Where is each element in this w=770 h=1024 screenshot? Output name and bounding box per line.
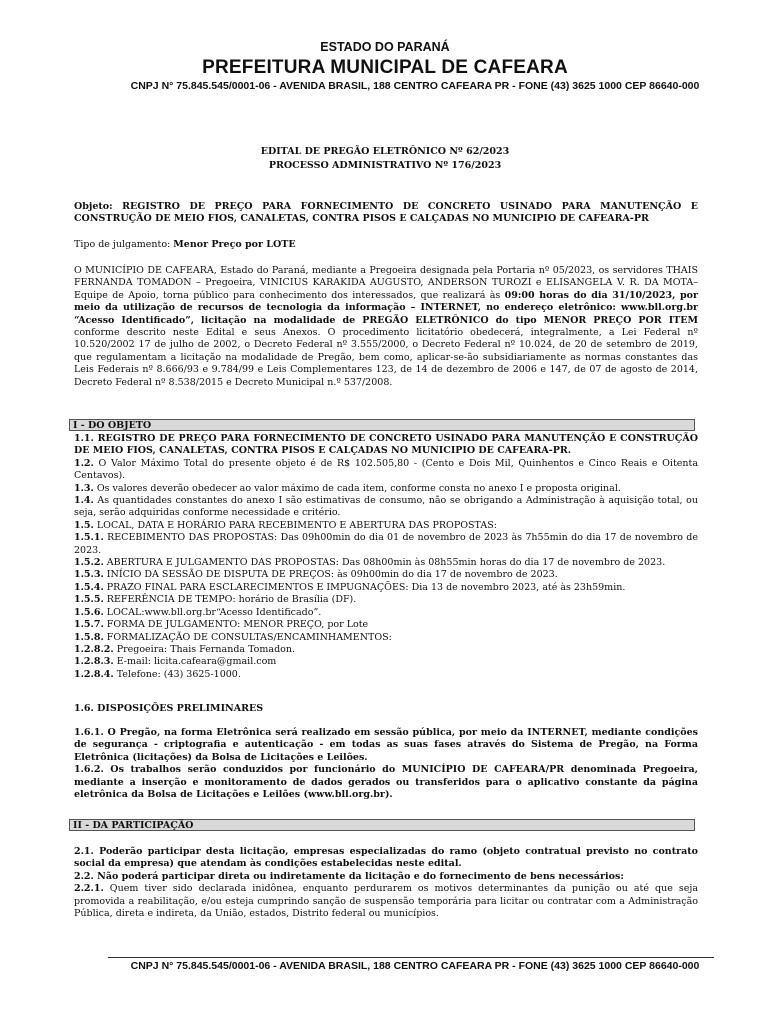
clause-1-5-8 bbox=[74, 632, 698, 644]
footer-divider bbox=[108, 957, 714, 958]
clause-1-5-5 bbox=[74, 594, 698, 606]
header-cnpj: CNPJ N° 75.845.545/0001-06 - AVENIDA BRASIL, 188 CENTRO CAFEARA PR - FONE (43) 3625 1000 CEP 86640-000 bbox=[130, 80, 700, 92]
clause-text: Quem tiver sido declarada inidônea, enquanto perdurarem os motivos determinantes da punição ou até que seja promovida a reabilitação, e/ou esteja cumprindo sanção de suspensão temporária para licitar ou contratar com a Administração Pública, direta e indireta, da União, estados, Distrito federal ou municípios. bbox=[74, 883, 698, 920]
clause-text: ABERTURA E JULGAMENTO DAS PROPOSTAS: Das 08h00min às 08h55min horas do dia 17 de novembro de 2023. bbox=[103, 557, 666, 569]
julgamento-value: Menor Preço por LOTE bbox=[173, 239, 296, 250]
clause-number: 1.5.2. bbox=[74, 557, 104, 569]
clause-number: 1.4. bbox=[74, 495, 94, 507]
clause-1-2-8-4 bbox=[74, 669, 698, 681]
section-bar-objeto: I - DO OBJETO bbox=[69, 419, 695, 431]
clause-text: LOCAL:www.bll.org.br“Acesso Identificado”. bbox=[103, 606, 322, 618]
clause-1-6-heading: 1.6. DISPOSIÇÕES PRELIMINARES bbox=[74, 703, 264, 714]
header-prefeitura: PREFEITURA MUNICIPAL DE CAFEARA bbox=[202, 57, 568, 78]
clause-number: 1.5.7. bbox=[74, 619, 104, 631]
clause-1-3 bbox=[74, 483, 698, 495]
clause-1-5-6 bbox=[74, 607, 698, 619]
processo-title: PROCESSO ADMINISTRATIVO Nº 176/2023 bbox=[268, 160, 502, 171]
clause-1-5 bbox=[74, 520, 698, 532]
clause-text: Pregoeira: Thais Fernanda Tomadon. bbox=[113, 643, 296, 655]
clause-number: 1.3. bbox=[74, 482, 94, 494]
clause-1-2 bbox=[74, 458, 698, 483]
clause-number: 1.5. bbox=[74, 519, 94, 531]
clause-text: INÍCIO DA SESSÃO DE DISPUTA DE PREÇOS: às 09h00min do dia 17 de novembro de 2023. bbox=[103, 569, 558, 581]
intro-bold-text: 09:00 horas do dia 31/10/2023, por meio da utilização de recursos de tecnologia da informação – INTERNET, no endereço eletrônico: www.bll.org.br “Acesso Identificado”, licitação na modalidade de PREGÃO ELETRÔNICO do tipo MENOR PREÇO POR ITEM bbox=[74, 289, 698, 326]
section2-content bbox=[74, 846, 698, 920]
intro-text-1: O MUNICÍPIO DE CAFEARA, Estado do Paraná, mediante a Pregoeira designada pela Portaria nº 05/2023, os servidores THAIS FERNANDA TOMADON – Pregoeira, VINICIUS KARAKIDA AUGUSTO, ANDERSON TUROZI e ELISANGELA V. R. DA MOTA– Equipe de Apoio, torna público para conhecimento dos interessados, que realizará às bbox=[74, 265, 698, 301]
edital-title: EDITAL DE PREGÃO ELETRÔNICO Nº 62/2023 bbox=[260, 146, 510, 157]
intro-text-2: conforme descrito neste Edital e seus Anexos. O procedimento licitatório obedecerá, integralmente, a Lei Federal nº 10.520/2002 17 de julho de 2002, o Decreto Federal nº 3.555/2000, o Decreto Federal nº 10.024, de 20 de setembro de 2019, que regulamentam a licitação na modalidade de Pregão, bem como, aplicar-se-ão subsidiariamente as normas constantes das Leis Federais nº 8.666/93 e 9.784/99 e Leis Complementares 123, de 14 de dezembro de 2006 e 147, de 07 de agosto de 2014, Decreto Federal nº 8.538/2015 e Decreto Municipal n.º 537/2008. bbox=[74, 327, 698, 388]
section1-content bbox=[74, 433, 698, 681]
section1-6-content bbox=[74, 727, 698, 801]
clause-1-5-1 bbox=[74, 532, 698, 557]
julgamento-label: Tipo de julgamento: bbox=[74, 239, 174, 250]
clause-1-6-1: 1.6.1. O Pregão, na forma Eletrônica será realizado em sessão pública, por meio da INTERNET, mediante condições de segurança - criptografia e autenticação - em todas as suas fases através do Sistema de Pregão, na Forma Eletrônica (licitações) da Bolsa de Licitações e Leilões. bbox=[74, 727, 698, 763]
clause-1-1: 1.1. REGISTRO DE PREÇO PARA FORNECIMENTO DE CONCRETO USINADO PARA MANUTENÇÃO E CONSTRUÇÃO DE MEIO FIOS, CANALETAS, CONTRA PISOS E CALÇADAS NO MUNICIPIO DE CAFEARA-PR. bbox=[74, 433, 698, 457]
clause-1-4 bbox=[74, 495, 698, 520]
clause-1-2-8-3 bbox=[74, 656, 698, 668]
clause-number: 1.5.1. bbox=[74, 532, 104, 544]
clause-2-1: 2.1. Poderão participar desta licitação, empresas especializadas do ramo (objeto contratual previsto no contrato social da empresa) que atendam às condições estabelecidas neste edital. bbox=[74, 846, 698, 870]
clause-number: 1.2.8.3. bbox=[74, 656, 114, 668]
clause-number: 1.2.8.4. bbox=[74, 668, 114, 680]
clause-text: LOCAL, DATA E HORÁRIO PARA RECEBIMENTO E ABERTURA DAS PROPOSTAS: bbox=[93, 519, 497, 531]
clause-text: REFERÊNCIA DE TEMPO: horário de Brasília (DF). bbox=[103, 594, 357, 606]
clause-number: 1.5.4. bbox=[74, 581, 104, 593]
clause-2-2-1 bbox=[74, 883, 698, 920]
intro-paragraph bbox=[74, 265, 698, 389]
clause-1-5-4 bbox=[74, 582, 698, 594]
clause-text: E-mail: licita.cafeara@gmail.com bbox=[113, 656, 277, 668]
clause-text: RECEBIMENTO DAS PROPOSTAS: Das 09h00min do dia 01 de novembro de 2023 às 7h55min do dia 17 de novembro de 2023. bbox=[74, 532, 698, 556]
clause-text: Os valores deverão obedecer ao valor máximo de cada item, conforme consta no anexo I e proposta original. bbox=[93, 482, 621, 494]
clause-1-5-2 bbox=[74, 557, 698, 569]
clause-2-2: 2.2. Não poderá participar direta ou indiretamente da licitação e do fornecimento de bens necessários: bbox=[74, 870, 624, 882]
julgamento-line bbox=[74, 239, 698, 251]
section-bar-participacao: II - DA PARTICIPAÇÃO bbox=[69, 819, 695, 831]
clause-text: O Valor Máximo Total do presente objeto é de R$ 102.505,80 - (Cento e Dois Mil, Quinhentos e Cinco Reais e Oitenta Centavos). bbox=[74, 457, 698, 482]
clause-text: PRAZO FINAL PARA ESCLARECIMENTOS E IMPUGNAÇÕES: Dia 13 de novembro 2023, até às 23h59min. bbox=[103, 581, 626, 593]
clause-number: 1.5.5. bbox=[74, 594, 104, 606]
clause-number: 1.5.8. bbox=[74, 631, 104, 643]
clause-text: FORMA DE JULGAMENTO: MENOR PREÇO, por Lote bbox=[103, 619, 369, 631]
clause-number: 1.5.3. bbox=[74, 569, 104, 581]
clause-1-6-2: 1.6.2. Os trabalhos serão conduzidos por funcionário do MUNICÍPIO DE CAFEARA/PR denominada Pregoeira, mediante a inserção e monitoramento de dados gerados ou transferidos para o aplicativo constante da página eletrônica da Bolsa de Licitações e Leilões (www.bll.org.br). bbox=[74, 764, 698, 801]
clause-text: FORMALIZAÇÃO DE CONSULTAS/ENCAMINHAMENTOS: bbox=[103, 631, 392, 643]
clause-number: 1.2.8.2. bbox=[74, 643, 114, 655]
clause-text: Telefone: (43) 3625-1000. bbox=[113, 668, 241, 680]
clause-number: 2.2.1. bbox=[74, 883, 104, 895]
objeto-text: Objeto: REGISTRO DE PREÇO PARA FORNECIMENTO DE CONCRETO USINADO PARA MANUTENÇÃO E CONSTRUÇÃO DE MEIO FIOS, CANALETAS, CONTRA PISOS E CALÇADAS NO MUNICIPIO DE CAFEARA-PR bbox=[74, 201, 698, 225]
clause-number: 1.2. bbox=[74, 457, 94, 469]
clause-1-5-7 bbox=[74, 619, 698, 631]
clause-1-2-8-2 bbox=[74, 644, 698, 656]
footer-cnpj: CNPJ N° 75.845.545/0001-06 - AVENIDA BRASIL, 188 CENTRO CAFEARA PR - FONE (43) 3625 1000 CEP 86640-000 bbox=[130, 960, 700, 972]
clause-number: 1.5.6. bbox=[74, 606, 104, 618]
clause-1-5-3 bbox=[74, 569, 698, 581]
clause-text: As quantidades constantes do anexo I são estimativas de consumo, não se obrigando a Administração à aquisição total, ou seja, serão adquiridas conforme necessidade e critério. bbox=[74, 495, 698, 519]
header-state: ESTADO DO PARANÁ bbox=[320, 40, 450, 54]
